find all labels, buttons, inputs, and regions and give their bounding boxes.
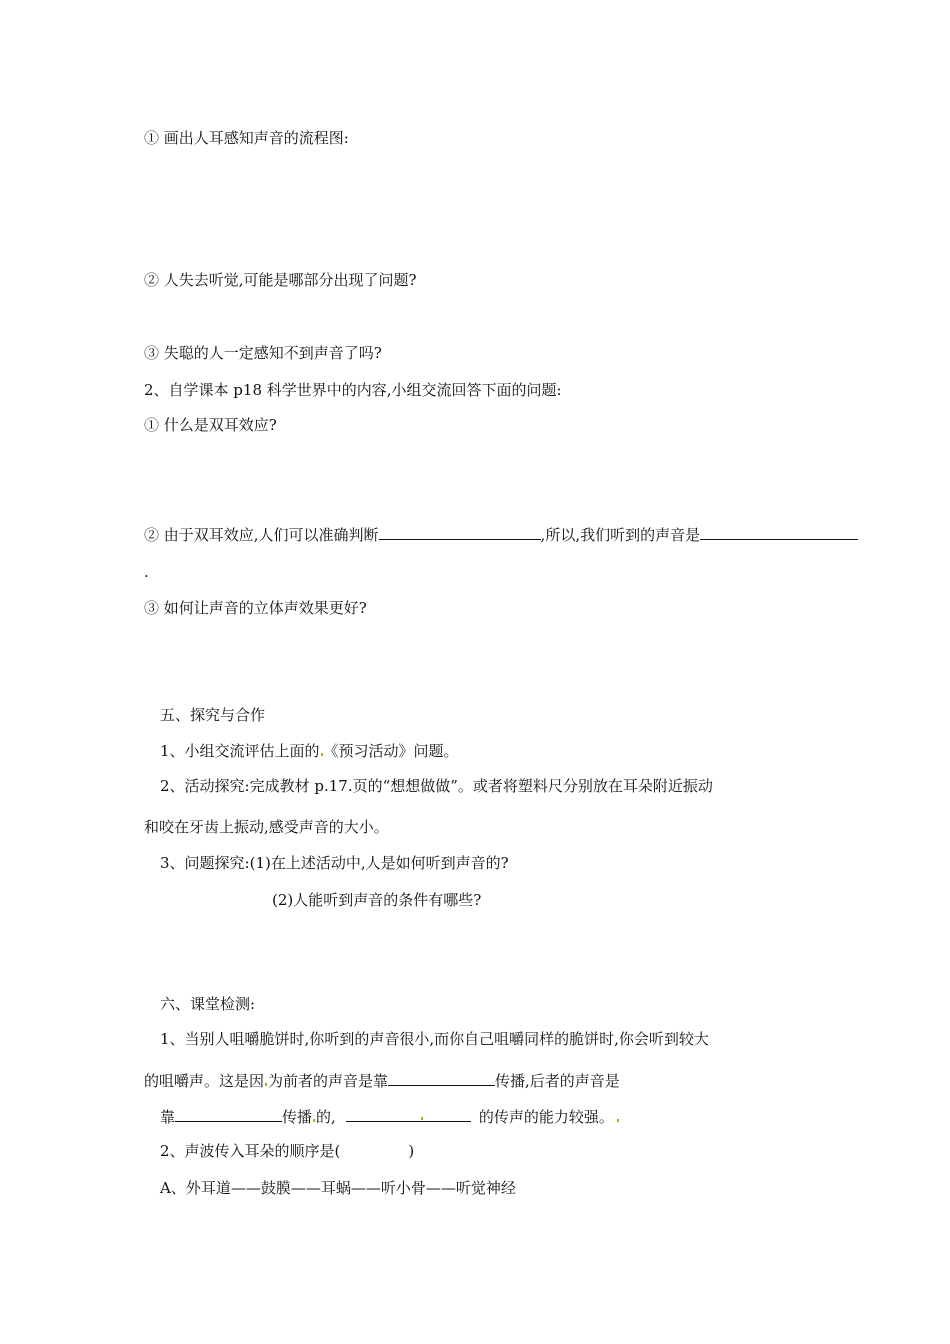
task-self-study: 2、自学课本 p18 科学世界中的内容,小组交流回答下面的问题: <box>144 381 562 399</box>
question-binaural-judgement <box>144 524 858 545</box>
q1-line2-text-c: 传播,后者的声音是 <box>495 1072 620 1090</box>
stray-mark <box>421 1117 423 1120</box>
answer-blank-better-conductor[interactable] <box>346 1106 471 1122</box>
answer-blank-sound[interactable] <box>700 524 858 540</box>
section6-q1-line2 <box>144 1070 620 1091</box>
q1-line3-text-a: 靠 <box>160 1108 176 1126</box>
question-end-period: . <box>144 563 149 581</box>
section5-item3-line2: (2)人能听到声音的条件有哪些? <box>272 891 482 909</box>
section6-option-a[interactable]: A、外耳道——鼓膜——耳蜗——听小骨——听觉神经 <box>160 1179 516 1197</box>
q2-text: 2、声波传入耳朵的顺序是( <box>160 1142 341 1160</box>
stray-mark <box>321 753 323 756</box>
section5-item1 <box>160 741 459 761</box>
stray-mark <box>313 1119 315 1122</box>
stray-mark <box>617 1119 619 1122</box>
question-flowchart: ① 画出人耳感知声音的流程图: <box>144 129 349 147</box>
section6-q2 <box>160 1141 414 1161</box>
q1-line2-text-b: 为前者的声音是靠 <box>268 1072 389 1090</box>
q1-line3-text-c: 的, <box>316 1108 336 1126</box>
section5-item2-line2: 和咬在牙齿上振动,感受声音的大小。 <box>144 818 389 836</box>
text-part1: ② 由于双耳效应,人们可以准确判断 <box>144 526 379 544</box>
question-binaural-effect: ① 什么是双耳效应? <box>144 416 277 434</box>
q2-close-paren: ) <box>408 1142 415 1160</box>
question-stereo-effect: ③ 如何让声音的立体声效果更好? <box>144 599 367 617</box>
answer-blank-latter-medium[interactable] <box>175 1106 282 1122</box>
section5-item2-line1: 2、活动探究:完成教材 p.17.页的“想想做做”。或者将塑料尺分别放在耳朵附近振动 <box>160 777 713 795</box>
section6-heading: 六、课堂检测: <box>160 995 256 1013</box>
item1-text-b: 《预习活动》问题。 <box>323 742 459 760</box>
text-part2: ,所以,我们听到的声音是 <box>540 526 701 544</box>
stray-mark <box>265 1083 267 1086</box>
item1-text-a: 1、小组交流评估上面的 <box>160 742 320 760</box>
q1-line2-text-a: 的咀嚼声。这是因 <box>144 1072 265 1090</box>
section6-q1-line3 <box>160 1106 620 1127</box>
answer-blank-direction[interactable] <box>379 524 541 540</box>
q1-line3-text-d: 的传声的能力较强。 <box>478 1108 614 1126</box>
answer-blank-former-medium[interactable] <box>388 1070 495 1086</box>
section5-heading: 五、探究与合作 <box>160 706 266 724</box>
section6-q1-line1: 1、当别人咀嚼脆饼时,你听到的声音很小,而你自己咀嚼同样的脆饼时,你会听到较大 <box>160 1030 709 1048</box>
section5-item3-line1: 3、问题探究:(1)在上述活动中,人是如何听到声音的? <box>160 854 509 872</box>
q1-line3-text-b: 传播 <box>282 1108 313 1126</box>
question-hearing-loss: ② 人失去听觉,可能是哪部分出现了问题? <box>144 271 417 289</box>
question-deaf-perception: ③ 失聪的人一定感知不到声音了吗? <box>144 344 382 362</box>
